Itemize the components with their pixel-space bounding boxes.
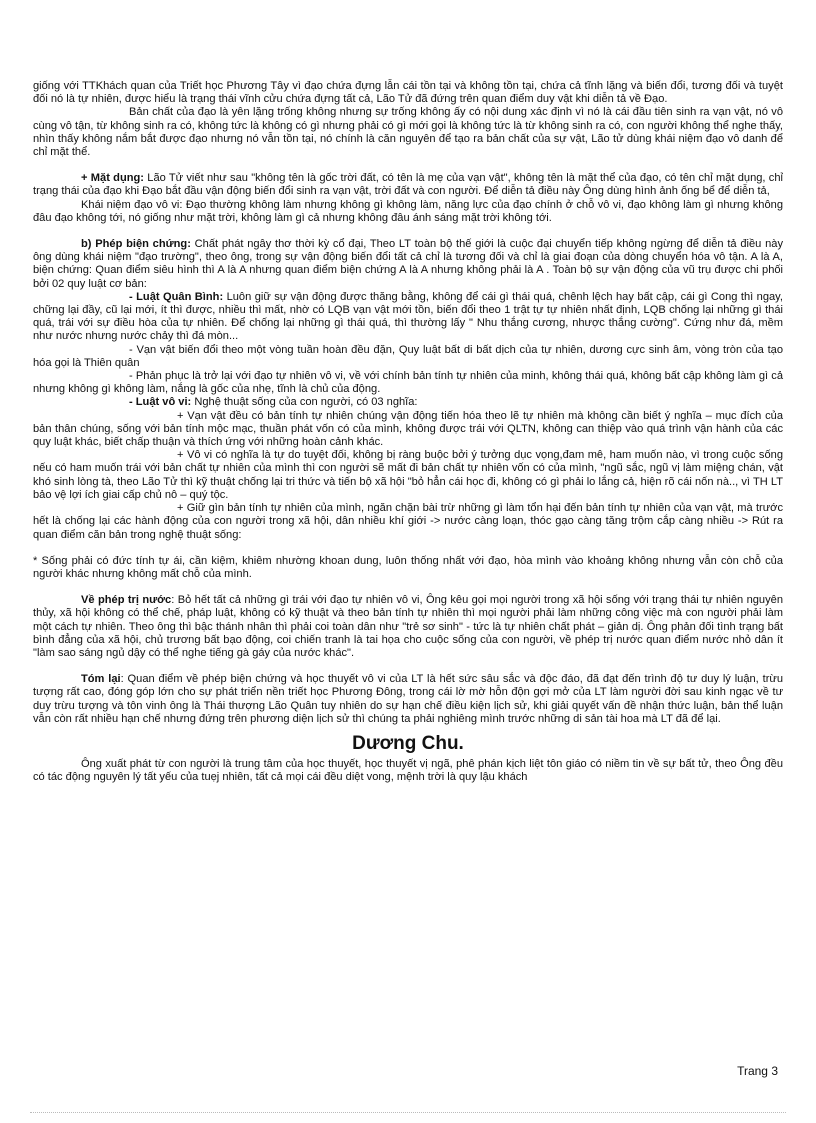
paragraph: + Vô vi có nghĩa là tự do tuyệt đối, không bị ràng buộc bởi ý tưởng dục vọng,đam mê, ham muốn nào, vì trong cuộc sống nếu có ham muốn trái với bản chất tự nhiên của mình thì con người sẽ mất đi bản chất tự nhiên vốn có của mình, "ngũ sắc, ngũ vị làm miệng chán, vật khó sinh lòng tà, theo Lão Tử thì kỹ thuật chống lại tri thức và tiến bộ xã hội "bỏ hẳn cái học đi, không có gì phải lo lắng cả, hiện rõ cái nốn nà.., vì TH LT bảo vệ lợi ích giai cấp chủ nô – quý tộc. — [33, 449, 783, 501]
page-number: Trang 3 — [737, 1064, 778, 1078]
paragraph: + Vạn vật đều có bản tính tự nhiên chúng vận động tiến hóa theo lẽ tự nhiên mà không cần biết ý nghĩa – mục đích của bản thân chúng, sống với bản tính mộc mạc, thuần phát vốn có của mình, không được trái với QLTN, không can thiệp vào quá trình vận hành của các quy luật khác, biết chấp thuận và thích ứng với những hoàn cảnh khác. — [33, 409, 783, 449]
paragraph: - Luật Quân Bình: Luôn giữ sự vận động được thăng bằng, không để cái gì thái quá, chênh lệch hay bất cập, cái gì Cong thì ngay, chững lại đầy, cũ lại mới, ít thì được, nhiều thì mất, nhờ có LQB vạn vật mới tồn, biến đổi theo 1 trật tự tự nhiên nhất định, LQB chống lại những gì thái quá, trái với sự điều hòa của tự nhiên. Để chống lại những gì thái quá, thì thường lấy " Nhu thắng cương, nhược thắng cường". Cứng như đá, mềm như nước nhưng nước chảy thì đá mòn... — [33, 290, 783, 343]
paragraph: - Phản phục là trở lại với đạo tự nhiên vô vi, về với chính bản tính tự nhiên của minh, không thái quá, không bất cập không làm gì cả nhưng không gì không làm, nắng là gốc của nhẹ, tĩnh là chủ của động. — [33, 370, 783, 396]
section-label-phep-tri-nuoc: Về phép trị nước — [81, 594, 172, 607]
document-body — [33, 80, 783, 784]
paragraph: - Luật vô vi: Nghệ thuật sống của con người, có 03 nghĩa: — [129, 396, 418, 409]
footer-divider — [30, 1112, 786, 1113]
paragraph: + Mặt dụng: Lão Tử viết như sau "không tên là gốc trời đất, có tên là mẹ của vạn vật", không tên là mặt thể của đạo, có tên chỉ mặt dụng, chỉ trạng thái của đạo khi Đạo bắt đầu vận động biến đổi sinh ra vạn vật, trời đất và con người. Để diễn tả điều này Ông dùng hình ảnh ống bể để diễn tả, — [33, 172, 783, 198]
paragraph: * Sống phải có đức tính tự ái, cần kiệm, khiêm nhường khoan dung, luôn thống nhất với đạo, hòa mình vào khoảng không nhưng vẫn còn chỗ của người khác nhưng không mất chỗ của mình. — [33, 554, 783, 580]
paragraph: Về phép trị nước: Bỏ hết tất cả những gì trái với đạo tự nhiên vô vi, Ông kêu gọi mọi người trong xã hội sống với trạng thái tự nhiên nguyên thủy, xã hội không có thể chế, pháp luật, không có kỹ thuật và theo bản tính tự nhiên thì mọi người phải làm những công việc mà con người phải làm một cách tự nhiên. Theo ông thì bậc thánh nhân thì phải coi toàn dân như "trẻ sơ sinh" - tức là tự nhiên chất phát – giản dị. Ông phản đối tình trạng bất bình đẳng của xã hội, chủ trương bất bạo động, coi chiến tranh là tai họa cho cuộc sống của con người, về phép trị nước quan điểm nước nhỏ dân ít "làm sao sáng ngủ dậy có thể nghe tiếng gà gáy của nước khác". — [33, 594, 783, 659]
paragraph: Ông xuất phát từ con người là trung tâm của học thuyết, học thuyết vị ngã, phê phán kịch liệt tôn giáo có niềm tin về sự bất tử, theo Ông đều có tác động nguyên lý tất yếu của tuẹj nhiên, tất cả mọi cái đều diệt vong, mệnh trời là quy lậu khách — [33, 757, 783, 784]
section-label-luat-quan-binh: - Luật Quân Bình: — [129, 290, 224, 303]
paragraph: b) Phép biện chứng: Chất phát ngây thơ thời kỳ cổ đại, Theo LT toàn bộ thế giới là cuộc đại chuyển tiếp không ngừng để diễn tả điều này ông dùng khái niệm "đạo trường", theo ông, trong sự vận động biến đổi tất cả chỉ là tương đối và chỉ là giai đoạn của dòng chuyển hóa vô tận. A là A, biện chứng: Quan điểm siêu hình thì A là A nhưng quan điểm biện chứng A là A nhưng không phải là A . Toàn bộ sự vận động của vũ trụ được chi phối bởi 02 quy luật cơ bản: — [33, 238, 783, 290]
paragraph: - Vạn vật biến đổi theo một vòng tuần hoàn đều đặn, Quy luật bất di bất dịch của tự nhiên, dương cực sinh âm, vòng tròn của tạo hóa gọi là Thiên quân — [33, 343, 783, 369]
section-label-luat-vo-vi: - Luật vô vi: — [129, 396, 192, 409]
section-label-phep-bien-chung: b) Phép biện chứng: — [81, 238, 191, 251]
section-label-tom-lai: Tóm lại — [81, 673, 121, 686]
paragraph: giống với TTKhách quan của Triết học Phương Tây vì đạo chứa đựng lẫn cái tồn tại và không tồn tại, chứa cả tĩnh lặng và biến đổi, tương đối và tuyệt đối nó là tự nhiên, được hiểu là trạng thái vĩnh cửu chứa đựng tất cả, Lão Tử đã đứng trên quan điểm duy vật khi diễn tả về Đạo. — [33, 80, 783, 106]
section-heading: Dương Chu. — [352, 732, 464, 754]
paragraph: + Giữ gìn bản tính tự nhiên của mình, ngăn chặn bài trừ những gì làm tổn hại đến bản tính tự nhiên của vạn vật, mà trước hết là chống lại các hành động của con người trong xã hội, dân nhiều khí giới -> nước càng loạn, thóc gạo càng tăng trộm cắp càng nhiều -> Rút ra quan điểm căn bản trong nghệ thuật sống: — [33, 502, 783, 541]
paragraph: Khái niệm đạo vô vi: Đạo thường không làm nhưng không gì không làm, năng lực của đạo chính ở chỗ vô vi, đạo không làm gì nhưng không đâu đạo không tới, nó giống như mặt trời, không làm gì cả nhưng không đâu ánh sáng mặt trời không tới. — [33, 198, 783, 224]
paragraph: Bản chất của đạo là yên lặng trống không nhưng sự trống không ấy có nội dung xác định vì nó là cái đầu tiên sinh ra vạn vật, nó vô cùng vô tận, từ không sinh ra có, không tức là không có gì nhưng phải có gì mới gọi là không tức là từ không sinh ra có, con người không thể nghe thấy, nhìn thấy không nắm bắt được đạo nhưng nó vẫn tồn tại, nó chính là căn nguyên để tạo ra bản chất của sự vật, Lão tử dùng khái niệm đạo vô danh để chỉ mặt thể. — [33, 106, 783, 159]
paragraph: Tóm lại: Quan điểm về phép biện chứng và học thuyết vô vi của LT là hết sức sâu sắc và độc đáo, đã đạt đến trình độ tư duy lý luận, trừu tượng rất cao, đóng góp lớn cho sự phát triển nền triết học Phương Đông, trong cái lờ mờ hỗn độn gợi mở của LT làm người đời sau kinh ngạc về tư duy trừu tượng và tôn vinh ông là Thái thượng Lão Quân tuy nhiên do sự hạn chế điều kiện lịch sử, khi giải quyết vấn đề nhận thức luận, bản thể luận vẫn còn rất nhiều hạn chế nhưng đứng trên phương diện lịch sử thì chúng ta phải nghiêng mình trước những di sản tài hoa mà LT đã để lại. — [33, 673, 783, 725]
section-label-mat-dung: + Mặt dụng: — [81, 172, 144, 185]
